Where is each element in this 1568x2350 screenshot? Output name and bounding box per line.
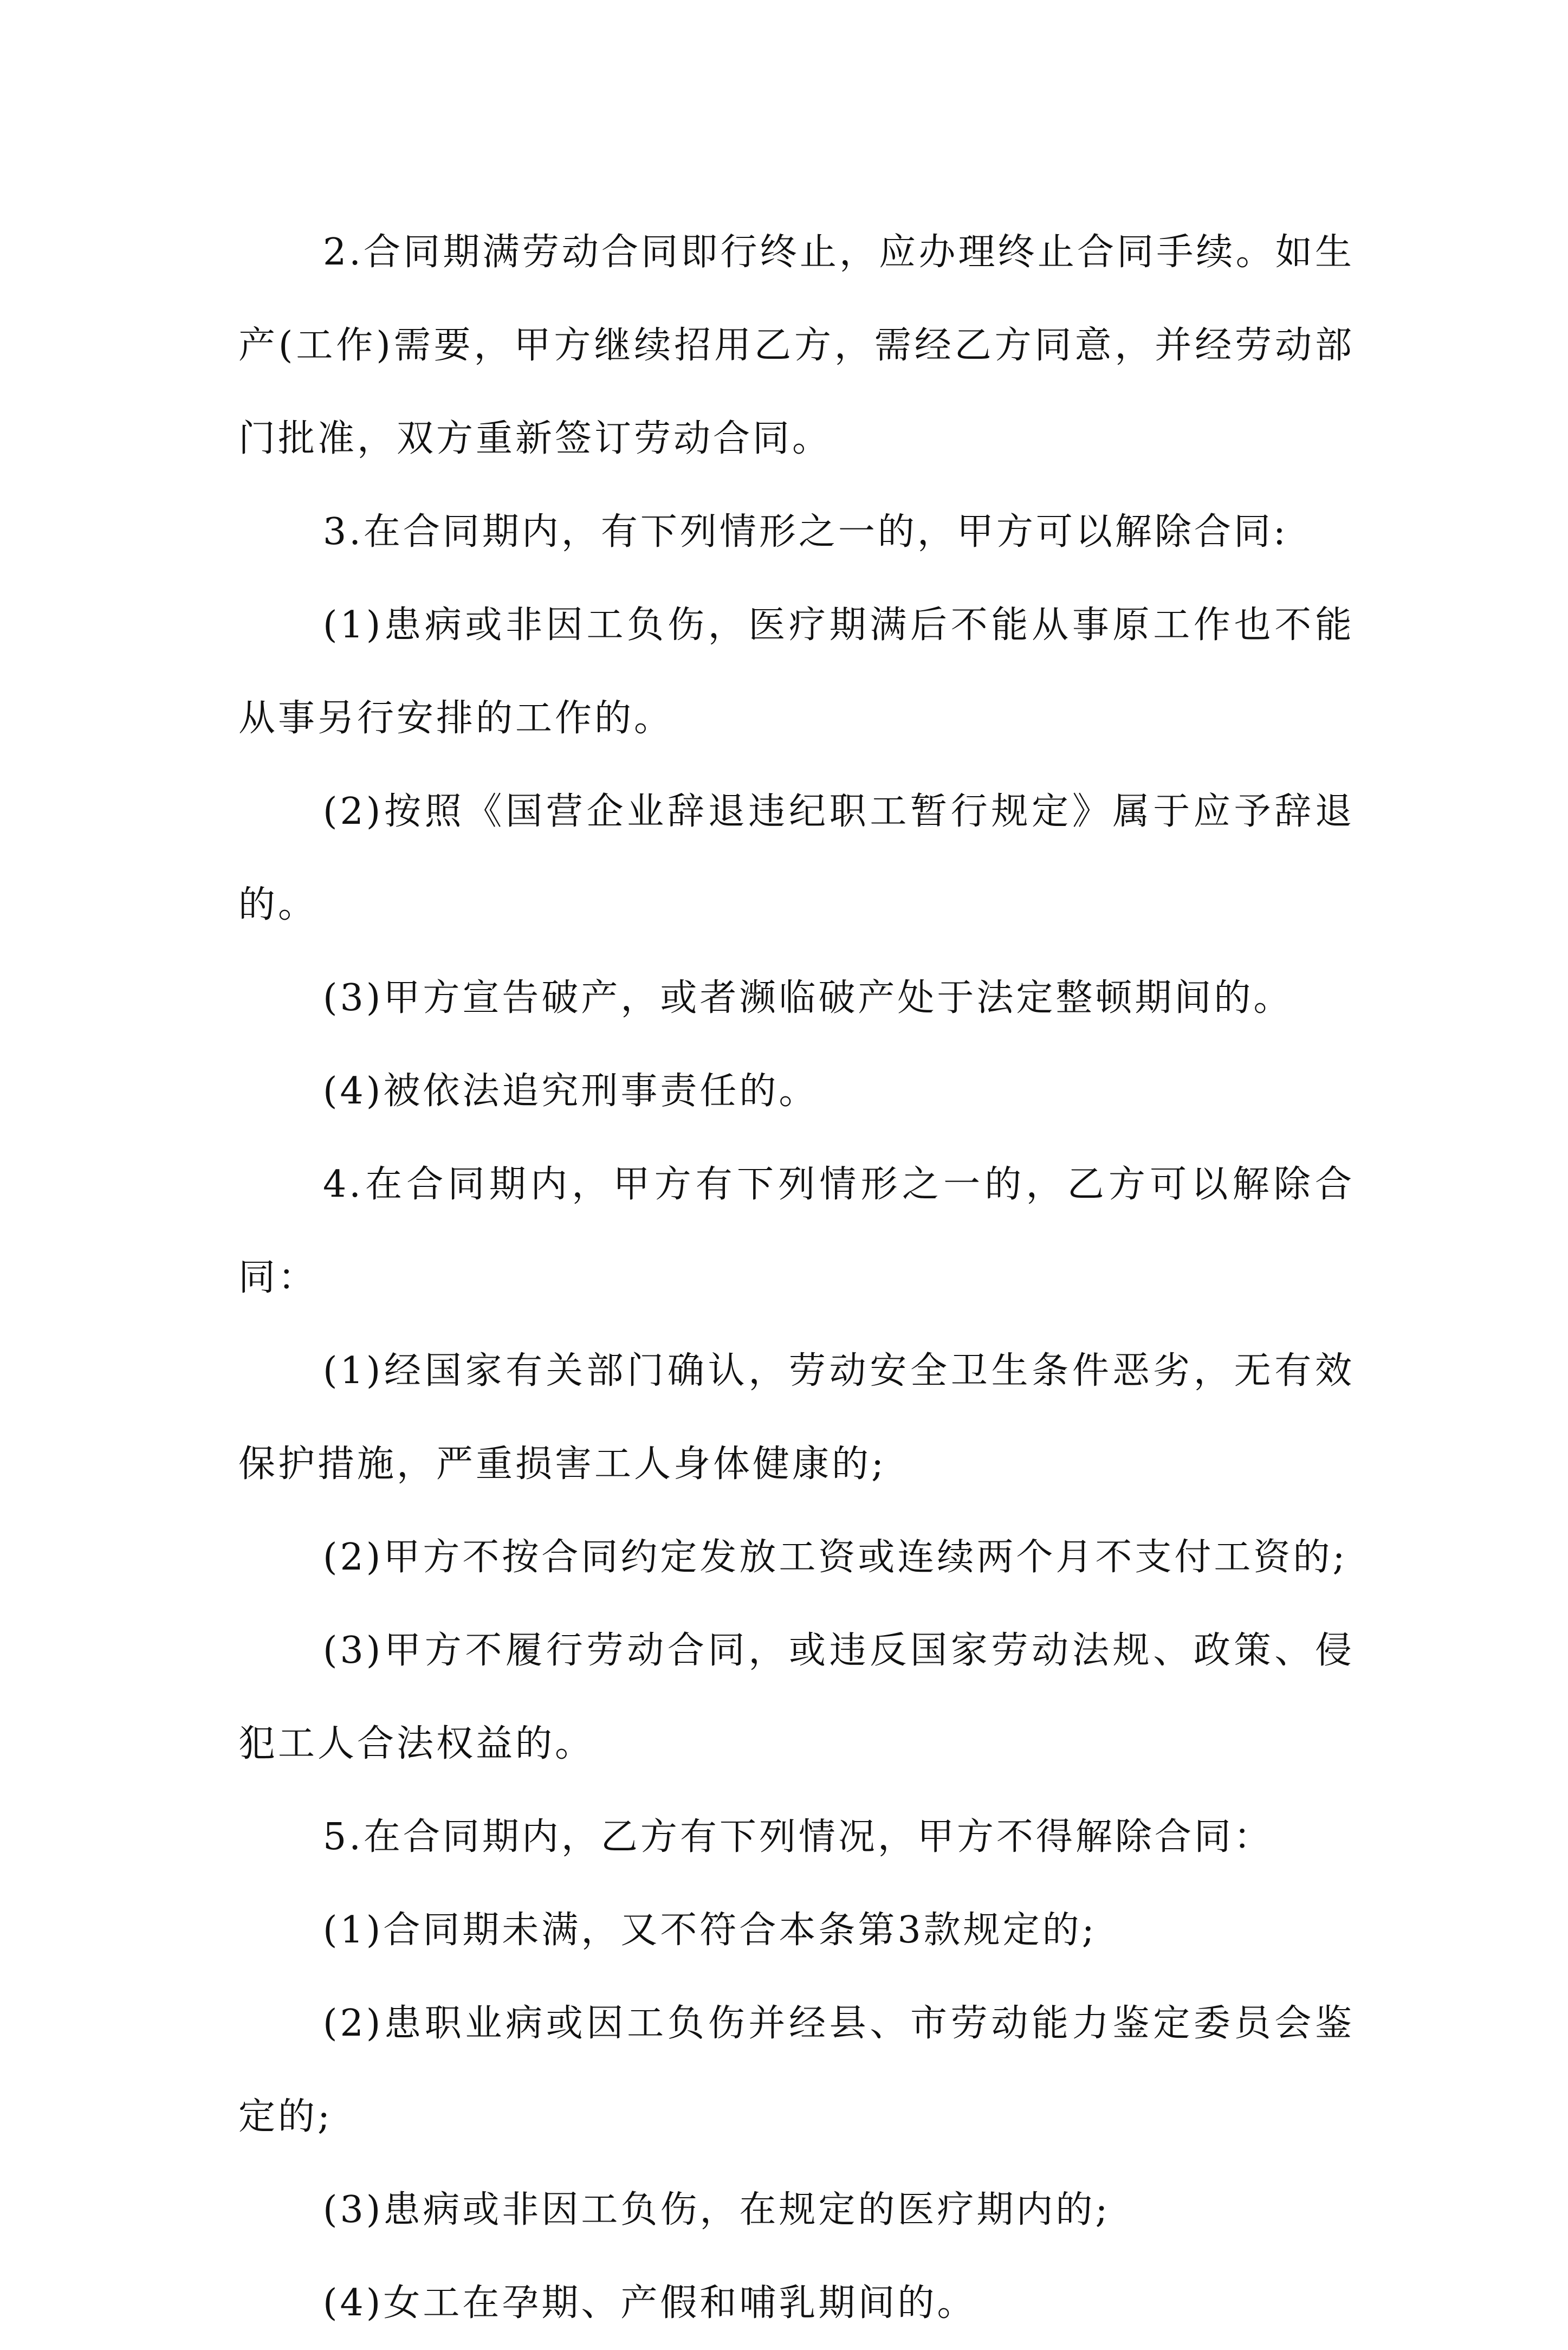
paragraph-clause-4-item-1: (1)经国家有关部门确认，劳动安全卫生条件恶劣，无有效保护措施，严重损害工人身体健康的; [238, 1350, 1355, 1486]
paragraph-clause-5-item-1: (1)合同期未满，又不符合本条第3款规定的; [323, 1909, 1097, 1952]
paragraph-clause-2: 2.合同期满劳动合同即行终止，应办理终止合同手续。如生产(工作)需要，甲方继续招用乙方，需经乙方同意，并经劳动部门批准，双方重新签订劳动合同。 [238, 231, 1355, 460]
paragraph-clause-3: 3.在合同期内，有下列情形之一的，甲方可以解除合同: [323, 511, 1288, 553]
paragraph-clause-3-item-4: (4)被依法追究刑事责任的。 [323, 1070, 819, 1113]
paragraph-clause-4-item-3: (3)甲方不履行劳动合同，或违反国家劳动法规、政策、侵犯工人合法权益的。 [238, 1629, 1355, 1765]
paragraph-clause-5-item-2: (2)患职业病或因工负伤并经县、市劳动能力鉴定委员会鉴定的; [238, 2002, 1355, 2138]
paragraph-clause-5-item-3: (3)患病或非因工负伤，在规定的医疗期内的; [323, 2188, 1111, 2231]
paragraph-clause-5-item-4: (4)女工在孕期、产假和哺乳期间的。 [323, 2282, 977, 2325]
paragraph-clause-3-item-1: (1)患病或非因工负伤，医疗期满后不能从事原工作也不能从事另行安排的工作的。 [238, 604, 1355, 740]
paragraph-clause-3-item-3: (3)甲方宣告破产，或者濒临破产处于法定整顿期间的。 [323, 977, 1293, 1019]
paragraph-clause-4: 4.在合同期内，甲方有下列情形之一的，乙方可以解除合同： [238, 1163, 1355, 1299]
paragraph-clause-5: 5.在合同期内，乙方有下列情况，甲方不得解除合同： [323, 1816, 1273, 1858]
paragraph-clause-3-item-2: (2)按照《国营企业辞退违纪职工暂行规定》属于应予辞退的。 [238, 790, 1355, 926]
document-body [238, 206, 1355, 2350]
paragraph-clause-4-item-2: (2)甲方不按合同约定发放工资或连续两个月不支付工资的; [323, 1536, 1348, 1579]
